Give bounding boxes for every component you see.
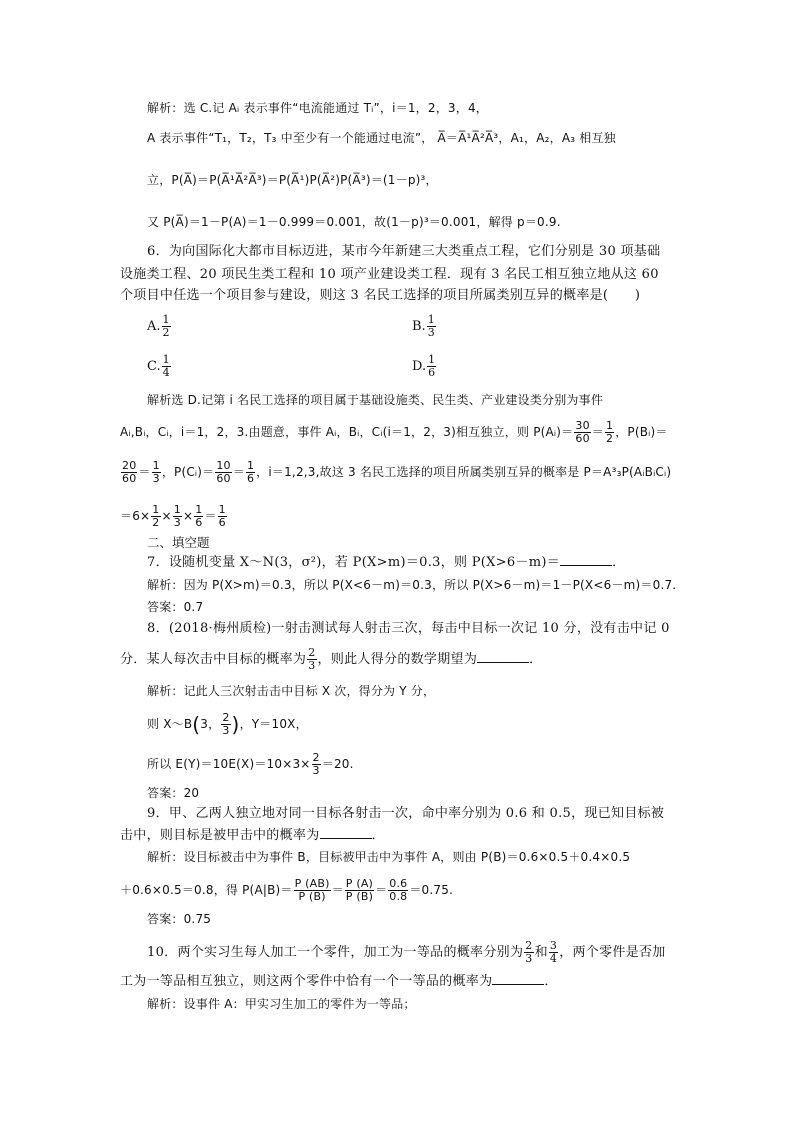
- answer-9: 答案：0.75: [147, 912, 212, 926]
- fraction: [294, 878, 331, 903]
- fraction-numerator: 1: [152, 459, 160, 472]
- solution-5-line-4: 又 P(A̅)＝1－P(A)＝1－0.999＝0.001，故(1－p)³＝0.001，解得 p＝0.9.: [147, 215, 561, 229]
- option-b: [412, 314, 437, 339]
- question-9-line-2: [120, 826, 385, 846]
- option-d-label: D.: [412, 359, 427, 374]
- fraction: [605, 420, 614, 445]
- fraction-denominator: 3: [525, 952, 533, 965]
- solution-7: 解析：因为 P(X>m)＝0.3，所以 P(X<6－m)＝0.3，所以 P(X>6－m)＝1－P(X<6－m)＝0.7.: [147, 578, 677, 592]
- fraction-denominator: 3: [173, 516, 181, 529]
- solution-6-line-1: 解析选 D.记第 i 名民工选择的项目属于基础设施类、民生类、产业建设类分别为事件: [147, 393, 604, 407]
- fraction-numerator: 1: [605, 419, 614, 432]
- text-run: ，i＝1,2,3,故这 3 名民工选择的项目所属类别互异的概率是 P＝A³₃P(AᵢBᵢCᵢ): [256, 465, 672, 479]
- answer-8: 答案：20: [147, 786, 200, 800]
- fraction-numerator: 10: [216, 459, 231, 472]
- solution-5-line-1: 解析：选 C.记 Aᵢ 表示事件“电流能通过 Tᵢ”，i＝1，2，3，4，: [147, 101, 488, 115]
- fraction-denominator: 3: [427, 326, 435, 339]
- option-b-label: B.: [412, 319, 426, 334]
- answer-blank: [320, 826, 372, 839]
- text-run: ．: [371, 828, 385, 843]
- solution-6-line-3: [120, 460, 671, 485]
- option-c-fraction: [162, 354, 171, 379]
- text-run: ，Y＝10X，: [239, 717, 308, 731]
- text-run: ＝: [232, 465, 245, 479]
- question-9-line-1: 9．甲、乙两人独立地对同一目标各射击一次，命中率分别为 0.6 和 0.5，现已知目标被: [147, 806, 665, 821]
- text-run: ＝: [204, 509, 217, 523]
- text-run: ．: [529, 652, 543, 667]
- fraction-denominator: 6: [246, 472, 255, 485]
- fraction: [173, 504, 182, 529]
- text-run: ×: [182, 509, 194, 523]
- fraction-denominator: 60: [575, 432, 590, 445]
- solution-8-line-1: 解析：记此人三次射击击中目标 X 次，得分为 Y 分，: [147, 684, 436, 698]
- fraction: [524, 940, 533, 965]
- answer-blank: [492, 972, 544, 985]
- question-6-line-1: 6．为向国际化大都市目标迈进，某市今年新建三大类重点工程，它们分别是 30 项基础: [147, 244, 661, 259]
- fraction-denominator: 2: [605, 432, 614, 445]
- fraction-denominator: 6: [428, 366, 436, 379]
- fraction-denominator: 2: [162, 326, 170, 339]
- text-run: 7．设随机变量 X～N(3，σ²)，若 P(X>m)＝0.3，则 P(X>6－m)＝: [147, 555, 561, 570]
- solution-10-line-1: 解析：设事件 A：甲实习生加工的零件为一等品；: [147, 997, 416, 1011]
- fraction-numerator: P (A): [345, 877, 374, 890]
- question-8-line-1: 8．(2018·梅州质检)一射击测试每人射击三次，每击中目标一次记 10 分，没有击中记 0: [147, 621, 670, 636]
- fraction-denominator: 60: [216, 472, 231, 485]
- question-10-line-1: [147, 940, 666, 965]
- text-run: ，则此人得分的数学期望为: [317, 652, 478, 667]
- option-d: [412, 354, 437, 379]
- text-run: ＝: [375, 883, 388, 897]
- question-8-line-2: [120, 647, 542, 672]
- solution-9-line-2: [120, 878, 453, 903]
- text-run: 则 X～B: [147, 717, 193, 731]
- answer-blank: [477, 650, 529, 663]
- text-run: 3，: [200, 717, 221, 731]
- text-run: ．: [612, 555, 626, 570]
- question-10-line-2: [120, 972, 558, 992]
- fraction-numerator: 2: [312, 751, 320, 764]
- fraction-denominator: 0.8: [389, 890, 408, 903]
- solution-8-line-2: [147, 712, 308, 737]
- fraction-denominator: 60: [122, 472, 137, 485]
- fraction-numerator: 1: [218, 503, 226, 516]
- answer-blank: [560, 553, 612, 566]
- fraction-numerator: 1: [173, 503, 181, 516]
- fraction-denominator: 3: [308, 659, 316, 672]
- fraction-denominator: 3: [312, 764, 320, 777]
- fraction-numerator: 3: [549, 939, 558, 952]
- fraction: [215, 460, 231, 485]
- fraction-numerator: 0.6: [389, 877, 408, 890]
- option-a-fraction: [162, 314, 171, 339]
- right-paren-glyph: ): [231, 712, 240, 737]
- fraction-denominator: 6: [195, 516, 203, 529]
- text-run: ＝: [591, 425, 604, 439]
- text-run: 击中，则目标是被甲击中的概率为: [120, 828, 320, 843]
- solution-8-line-3: [147, 752, 354, 777]
- fraction-numerator: 1: [427, 313, 435, 326]
- fraction-numerator: 1: [162, 313, 170, 326]
- text-run: ＝0.75.: [409, 883, 454, 897]
- fraction: [574, 420, 590, 445]
- fraction-numerator: 2: [525, 939, 533, 952]
- question-7: [147, 553, 625, 573]
- fraction-numerator: 30: [575, 419, 590, 432]
- fraction-numerator: 1: [428, 353, 436, 366]
- fraction-numerator: 2: [308, 646, 316, 659]
- fraction-numerator: 1: [162, 353, 170, 366]
- fraction: [307, 647, 316, 672]
- left-paren-glyph: (: [192, 712, 201, 737]
- option-a: [147, 314, 172, 339]
- fraction-denominator: 4: [162, 366, 170, 379]
- text-run: ，P(Bᵢ)＝: [615, 425, 668, 439]
- fraction: [549, 940, 558, 965]
- fraction-numerator: 1: [195, 503, 203, 516]
- text-run: 和: [534, 945, 548, 960]
- text-run: 10．两个实习生每人加工一个零件，加工为一等品的概率分别为: [147, 945, 524, 960]
- text-run: 分．某人每次击中目标的概率为: [120, 652, 307, 667]
- fraction-denominator: 6: [218, 516, 226, 529]
- text-run: 所以 E(Y)＝10E(X)＝10×3×: [147, 757, 311, 771]
- text-run: ＋0.6×0.5＝0.8，得 P(A|B)＝: [120, 883, 293, 897]
- text-run: ×: [161, 509, 172, 523]
- text-run: Aᵢ,Bᵢ，Cᵢ，i＝1，2，3.由题意，事件 Aᵢ，Bᵢ，Cᵢ(i＝1，2，3)相互独立，则 P(Aᵢ)＝: [120, 425, 574, 439]
- option-d-fraction: [427, 354, 436, 379]
- fraction: [151, 504, 160, 529]
- text-run: 工为一等品相互独立，则这两个零件中恰有一个一等品的概率为: [120, 974, 493, 989]
- question-6-line-2: 设施类工程、20 项民生类工程和 10 项产业建设类工程．现有 3 名民工相互独立地从这 60: [120, 267, 659, 282]
- option-c-label: C.: [147, 359, 161, 374]
- question-6-line-3: 个项目中任选一个项目参与建设，则这 3 名民工选择的项目所属类别互异的概率是( ): [120, 288, 641, 303]
- fraction: [221, 712, 230, 737]
- fraction-numerator: 2: [222, 711, 230, 724]
- fraction: [218, 504, 227, 529]
- fraction-numerator: 20: [122, 459, 137, 472]
- section-heading: 二、填空题: [147, 535, 210, 550]
- fraction: [312, 752, 321, 777]
- fraction-denominator: 4: [549, 952, 558, 965]
- solution-6-line-4: [120, 504, 228, 529]
- solution-9-line-1: 解析：设目标被击中为事件 B，目标被甲击中为事件 A，则由 P(B)＝0.6×0.5＋0.4×0.5: [147, 850, 631, 864]
- fraction: [121, 460, 137, 485]
- fraction: [388, 878, 408, 903]
- answer-7: 答案：0.7: [147, 600, 204, 614]
- solution-5-line-2: A 表示事件“T₁，T₂，T₃ 中至少有一个能通过电流”， A̅＝A̅¹A̅²A̅³，A₁，A₂，A₃ 相互独: [147, 131, 616, 145]
- text-run: ，两个零件是否加: [559, 945, 666, 960]
- fraction-denominator: P (B): [345, 890, 374, 903]
- fraction-denominator: 3: [152, 472, 160, 485]
- text-run: ＝: [138, 465, 151, 479]
- fraction-numerator: P (AB): [294, 877, 330, 890]
- option-a-label: A.: [147, 319, 161, 334]
- solution-5-line-3: 立，P(A̅)＝P(A̅¹A̅²A̅³)＝P(A̅¹)P(A̅²)P(A̅³)＝(1－p)³，: [147, 173, 438, 187]
- fraction-denominator: P (B): [298, 890, 326, 903]
- fraction-numerator: 1: [152, 503, 160, 516]
- text-run: ＝: [331, 883, 344, 897]
- option-b-fraction: [427, 314, 436, 339]
- text-run: ＝20.: [321, 757, 354, 771]
- option-c: [147, 354, 172, 379]
- fraction-denominator: 2: [152, 516, 160, 529]
- text-run: ＝6×: [120, 509, 151, 523]
- text-run: ．: [544, 974, 558, 989]
- fraction-numerator: 1: [246, 459, 255, 472]
- fraction: [345, 878, 374, 903]
- fraction-denominator: 3: [222, 724, 230, 737]
- solution-6-line-2: [120, 420, 668, 445]
- text-run: ，P(Cᵢ)＝: [161, 465, 215, 479]
- fraction: [194, 504, 203, 529]
- fraction: [246, 460, 255, 485]
- fraction: [152, 460, 161, 485]
